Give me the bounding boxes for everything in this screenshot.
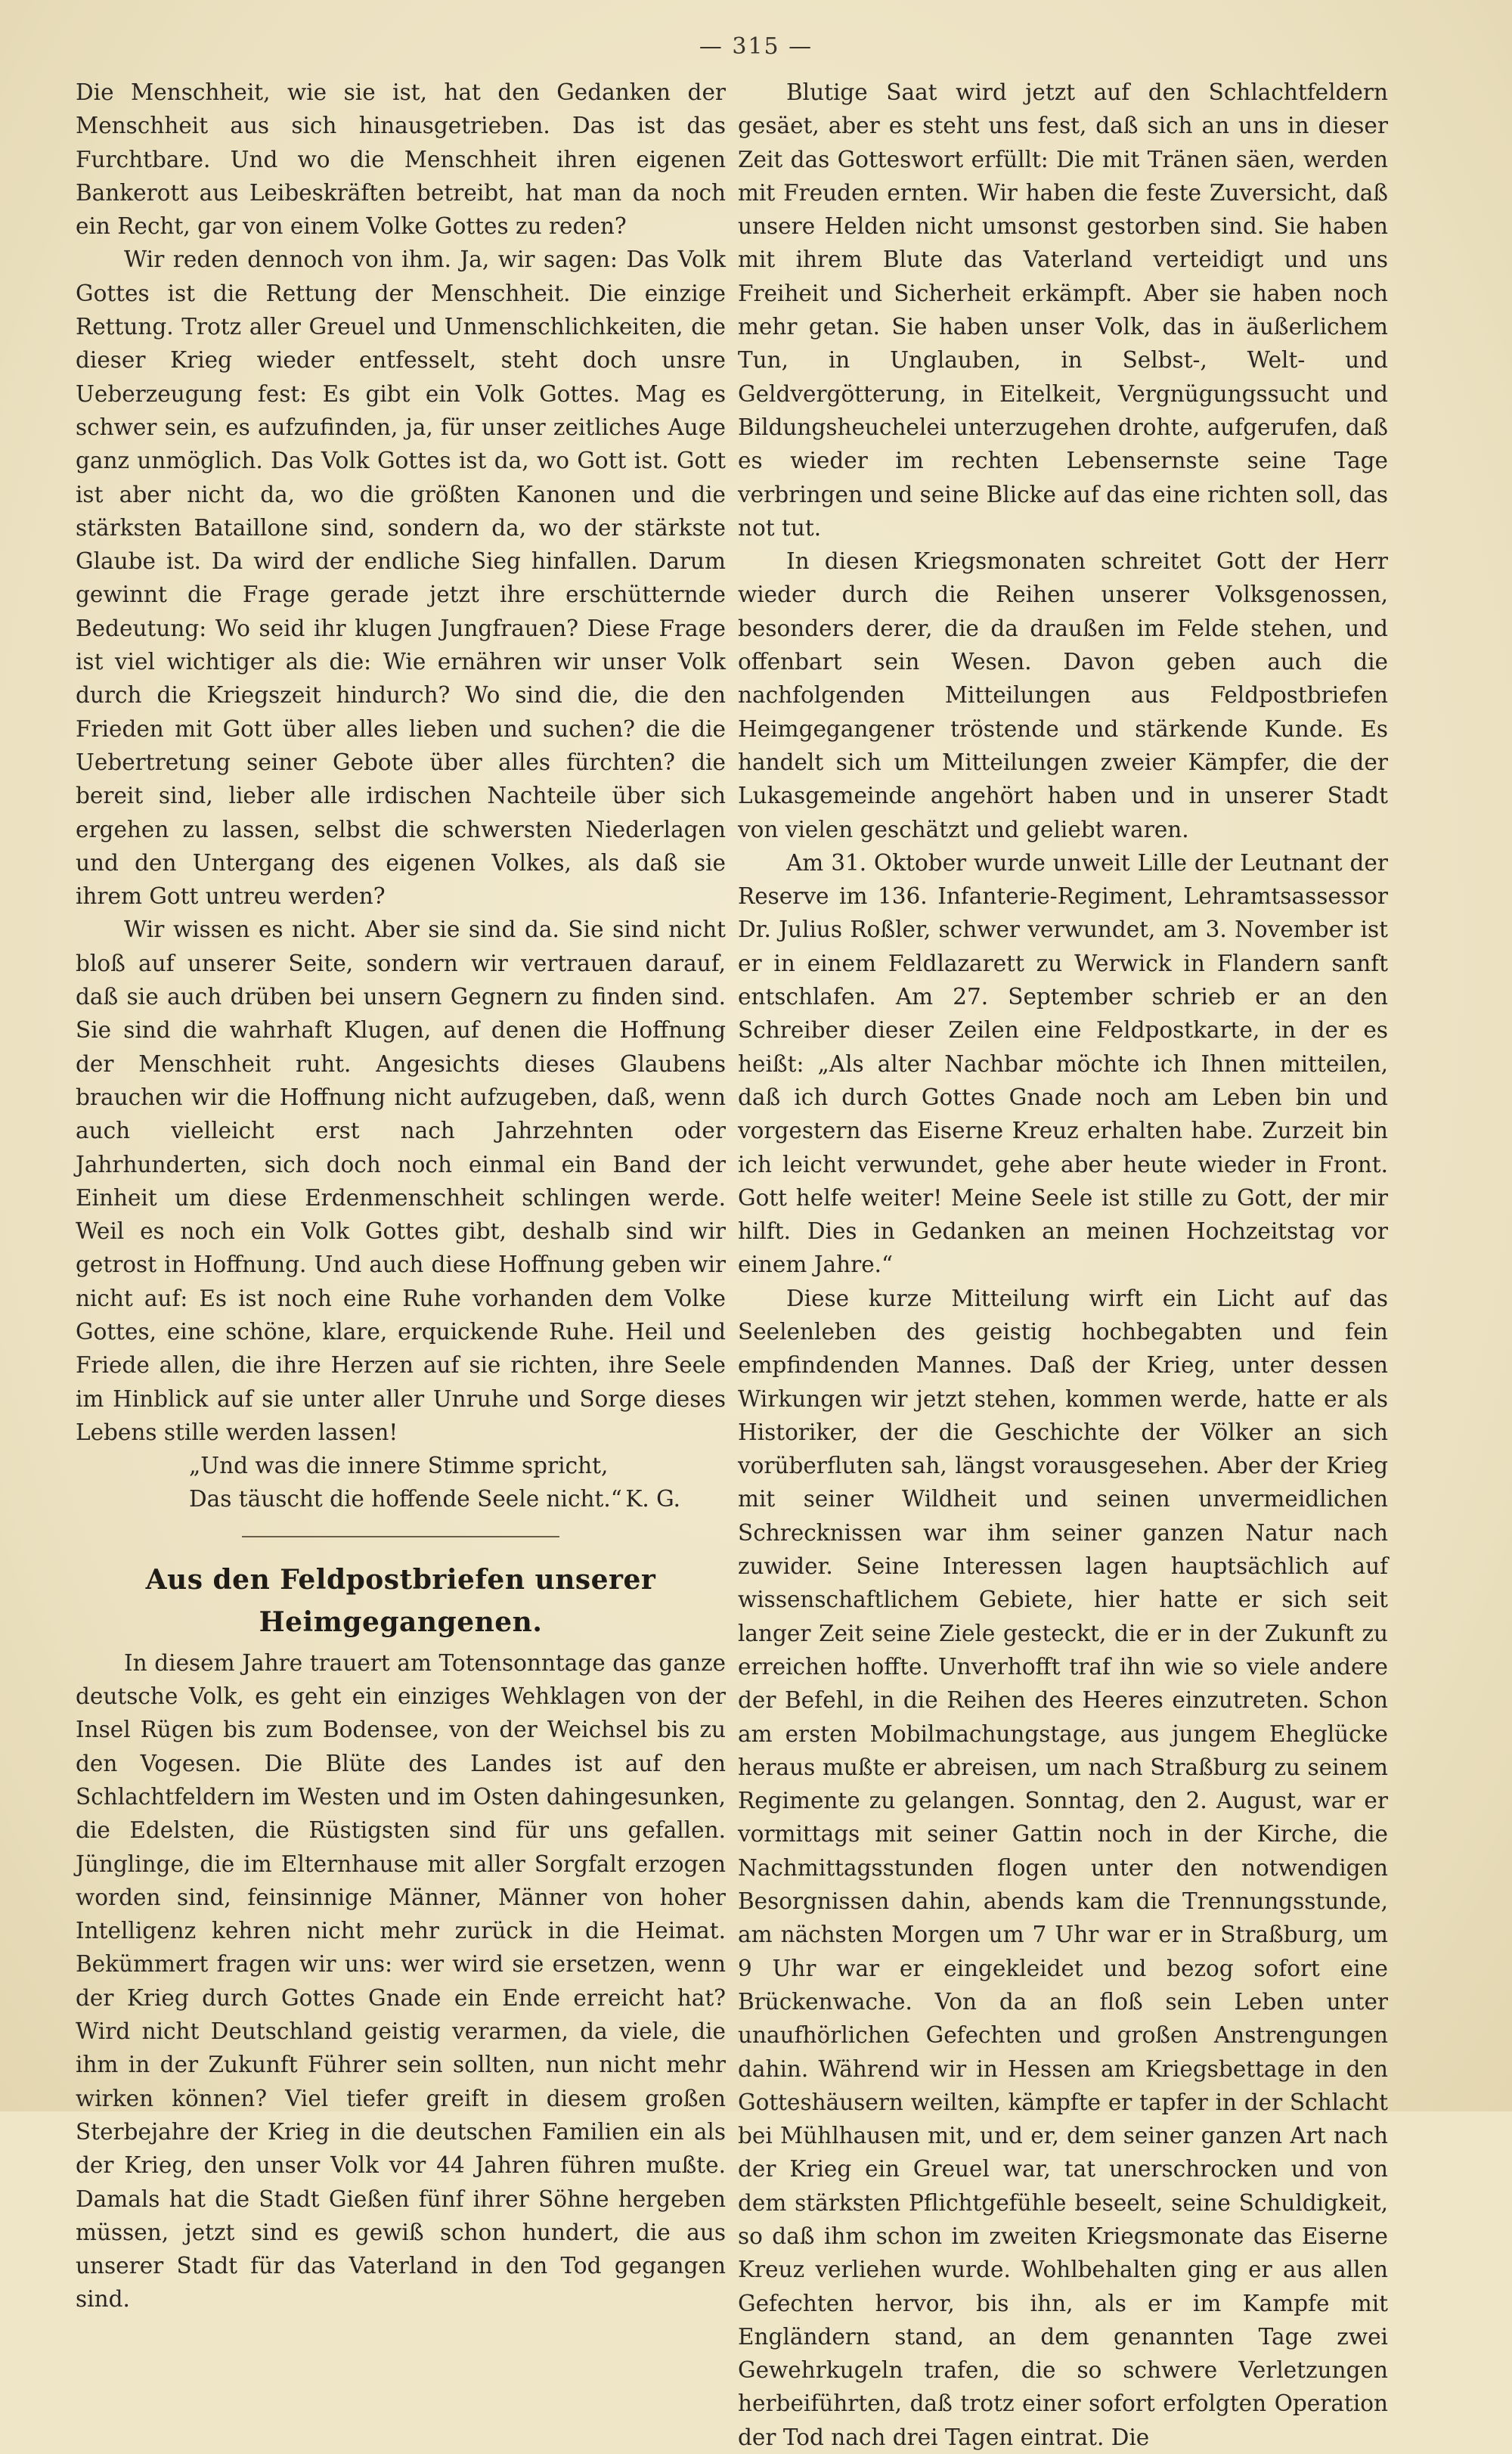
paragraph: In diesen Kriegsmonaten schreitet Gott der Herr wieder durch die Reihen unserer Volksgenossen, besonders derer, die da draußen im Felde stehen, und offenbart sein Wesen. Davon geben auch die nachfolgenden Mitteilungen aus Feldpostbriefen Heimgegangener tröstende und stärkende Kunde. Es handelt sich um Mitteilungen zweier Kämpfer, die der Lukasgemeinde angehört haben und in unserer Stadt von vielen geschätzt und geliebt waren. [738,548,1388,842]
page-number: — 315 — [699,33,813,60]
paragraph: Die Menschheit, wie sie ist, hat den Gedanken der Menschheit aus sich hinausgetrieben. Das ist das Furchtbare. Und wo die Menschheit ihren eigenen Bankerott aus Leibeskräften betreibt, hat man da noch ein Recht, gar von einem Volke Gottes zu reden? [76,79,726,240]
right-column [738,76,1388,2454]
quote-line: „Und was die innere Stimme spricht, [189,1453,609,1479]
paragraph: Blutige Saat wird jetzt auf den Schlachtfeldern gesäet, aber es steht uns fest, daß sich an uns in dieser Zeit das Gotteswort erfüllt: Die mit Tränen säen, werden mit Freuden ernten. Wir haben die feste Zuversicht, daß unsere Helden nicht umsonst gestorben sind. Sie haben mit ihrem Blute das Vaterland verteidigt und uns Freiheit und Sicherheit erkämpft. Aber sie haben noch mehr getan. Sie haben unser Volk, das in äußerlichem Tun, in Unglauben, in Selbst-, Welt- und Geldvergötterung, in Eitelkeit, Vergnügungssucht und Bildungsheuchelei unterzugehen drohte, aufgerufen, daß es wieder im rechten Lebensernste seine Tage verbringen und seine Blicke auf das eine richten soll, das not tut. [738,79,1388,541]
section-divider [242,1536,559,1537]
article-heading: Aus den Feldpostbriefen unserer Heimgegangenen. [145,1563,656,1638]
paragraph: Am 31. Oktober wurde unweit Lille der Leutnant der Reserve im 136. Infanterie-Regiment, Lehramtsassessor Dr. Julius Roßler, schwer verwundet, am 3. November ist er in einem Feldlazarett zu Werwick in Flandern sanft entschlafen. Am 27. September schrieb er an den Schreiber dieser Zeilen eine Feldpostkarte, in der es heißt: „Als alter Nachbar möchte ich Ihnen mitteilen, daß ich durch Gottes Gnade noch am Leben bin und vorgestern das Eiserne Kreuz erhalten habe. Zurzeit bin ich leicht verwundet, gehe aber heute wieder in Front. Gott helfe weiter! Meine Seele ist stille zu Gott, der mir hilft. Dies in Gedanken an meinen Hochzeitstag vor einem Jahre.“ [738,849,1388,1278]
left-column [76,76,726,2316]
paragraph: Wir wissen es nicht. Aber sie sind da. Sie sind nicht bloß auf unserer Seite, sondern wir vertrauen darauf, daß sie auch drüben bei unsern Gegnern zu finden sind. Sie sind die wahrhaft Klugen, auf denen die Hoffnung der Menschheit ruht. Angesichts dieses Glaubens brauchen wir die Hoffnung nicht aufzugeben, daß, wenn auch vielleicht erst nach Jahrzehnten oder Jahrhunderten, sich doch noch einmal ein Band der Einheit um diese Erdenmenschheit schlingen werde. Weil es noch ein Volk Gottes gibt, deshalb sind wir getrost in Hoffnung. Und auch diese Hoffnung geben wir nicht auf: Es ist noch eine Ruhe vorhanden dem Volke Gottes, eine schöne, klare, erquickende Ruhe. Heil und Friede allen, die ihre Herzen auf sie richten, ihre Seele im Hinblick auf sie unter aller Unruhe und Sorge dieses Lebens stille werden lassen! [76,917,726,1445]
author-signature: K. G. [625,1486,680,1512]
closing-quote [76,1449,726,1516]
paragraph: In diesem Jahre trauert am Totensonntage das ganze deutsche Volk, es geht ein einziges Wehklagen von der Insel Rügen bis zum Bodensee, von der Weichsel bis zu den Vogesen. Die Blüte des Landes ist auf den Schlachtfeldern im Westen und im Osten dahingesunken, die Edelsten, die Rüstigsten sind für uns gefallen. Jünglinge, die im Elternhause mit aller Sorgfalt erzogen worden sind, feinsinnige Männer, Männer von hoher Intelligenz kehren nicht mehr zurück in die Heimat. Bekümmert fragen wir uns: wer wird sie ersetzen, wenn der Krieg durch Gottes Gnade ein Ende erreicht hat? Wird nicht Deutschland geistig verarmen, da viele, die ihm in der Zukunft Führer sein sollten, nun nicht mehr wirken können? Viel tiefer greift in diesem großen Sterbejahre der Krieg in die deutschen Familien ein als der Krieg, den unser Volk vor 44 Jahren führen mußte. Damals hat die Stadt Gießen fünf ihrer Söhne hergeben müssen, jetzt sind es gewiß schon hundert, die aus unserer Stadt für das Vaterland in den Tod gegangen sind. [76,1649,726,2313]
quote-line [189,1482,726,1516]
quote-line-text: Das täuscht die hoffende Seele nicht.“ [189,1486,622,1512]
paragraph: Diese kurze Mitteilung wirft ein Licht auf das Seelenleben des geistig hochbegabten und fein empfindenden Mannes. Daß der Krieg, unter dessen Wirkungen wir jetzt stehen, kommen werde, hatte er als Historiker, der die Geschichte der Völker an sich vorüberfluten sah, längst vorausgesehen. Aber der Krieg mit seiner Wildheit und seinen unvermeidlichen Schrecknissen war ihm seiner ganzen Natur nach zuwider. Seine Interessen lagen hauptsächlich auf wissenschaftlichem Gebiete, hier hatte er sich seit langer Zeit seine Ziele gesteckt, die er in der Zukunft zu erreichen hoffte. Unverhofft traf ihn wie so viele andere der Befehl, in die Reihen des Heeres einzutreten. Schon am ersten Mobilmachungstage, aus jungem Eheglücke heraus mußte er abreisen, um nach Straßburg zu seinem Regimente zu gelangen. Sonntag, den 2. August, war er vormittags mit seiner Gattin noch in der Kirche, die Nachmittagsstunden flogen unter den notwendigen Besorgnissen dahin, abends kam die Trennungsstunde, am nächsten Morgen um 7 Uhr war er in Straßburg, um 9 Uhr war er eingekleidet und bezog sofort eine Brückenwache. Von da an floß sein Leben unter unaufhörlichen Gefechten und großen Anstrengungen dahin. Während wir in Hessen am Kriegsbettage in den Gotteshäusern weilten, kämpfte er tapfer in der Schlacht bei Mühlhausen mit, und er, dem seiner ganzen Art nach der Krieg ein Greuel war, tat unerschrocken und von dem stärksten Pflichtgefühle beseelt, seine Schuldigkeit, so daß ihm schon im zweiten Kriegsmonate das Eiserne Kreuz verliehen wurde. Wohlbehalten ging er aus allen Gefechten hervor, bis ihn, als er im Kampfe mit Engländern stand, an dem genannten Tage zwei Gewehrkugeln trafen, die so schwere Verletzungen herbeiführten, daß trotz einer sofort erfolgten Operation der Tod nach drei Tagen eintrat. Die [738,1285,1388,2450]
paragraph: Wir reden dennoch von ihm. Ja, wir sagen: Das Volk Gottes ist die Rettung der Menschheit. Die einzige Rettung. Trotz aller Greuel und Unmenschlichkeiten, die dieser Krieg wieder entfesselt, steht doch unsre Ueberzeugung fest: Es gibt ein Volk Gottes. Mag es schwer sein, es aufzufinden, ja, für unser zeitliches Auge ganz unmöglich. Das Volk Gottes ist da, wo Gott ist. Gott ist aber nicht da, wo die größten Kanonen und die stärksten Bataillone sind, sondern da, wo der stärkste Glaube ist. Da wird der endliche Sieg hinfallen. Darum gewinnt die Frage gerade jetzt ihre erschütternde Bedeutung: Wo seid ihr klugen Jungfrauen? Diese Frage ist viel wichtiger als die: Wie ernähren wir unser Volk durch die Kriegszeit hindurch? Wo sind die, die den Frieden mit Gott über alles lieben und suchen? die die Uebertretung seiner Gebote über alles fürchten? die bereit sind, lieber alle irdischen Nachteile über sich ergehen zu lassen, selbst die schwersten Niederlagen und den Untergang des eigenen Volkes, als daß sie ihrem Gott untreu werden? [76,247,726,910]
